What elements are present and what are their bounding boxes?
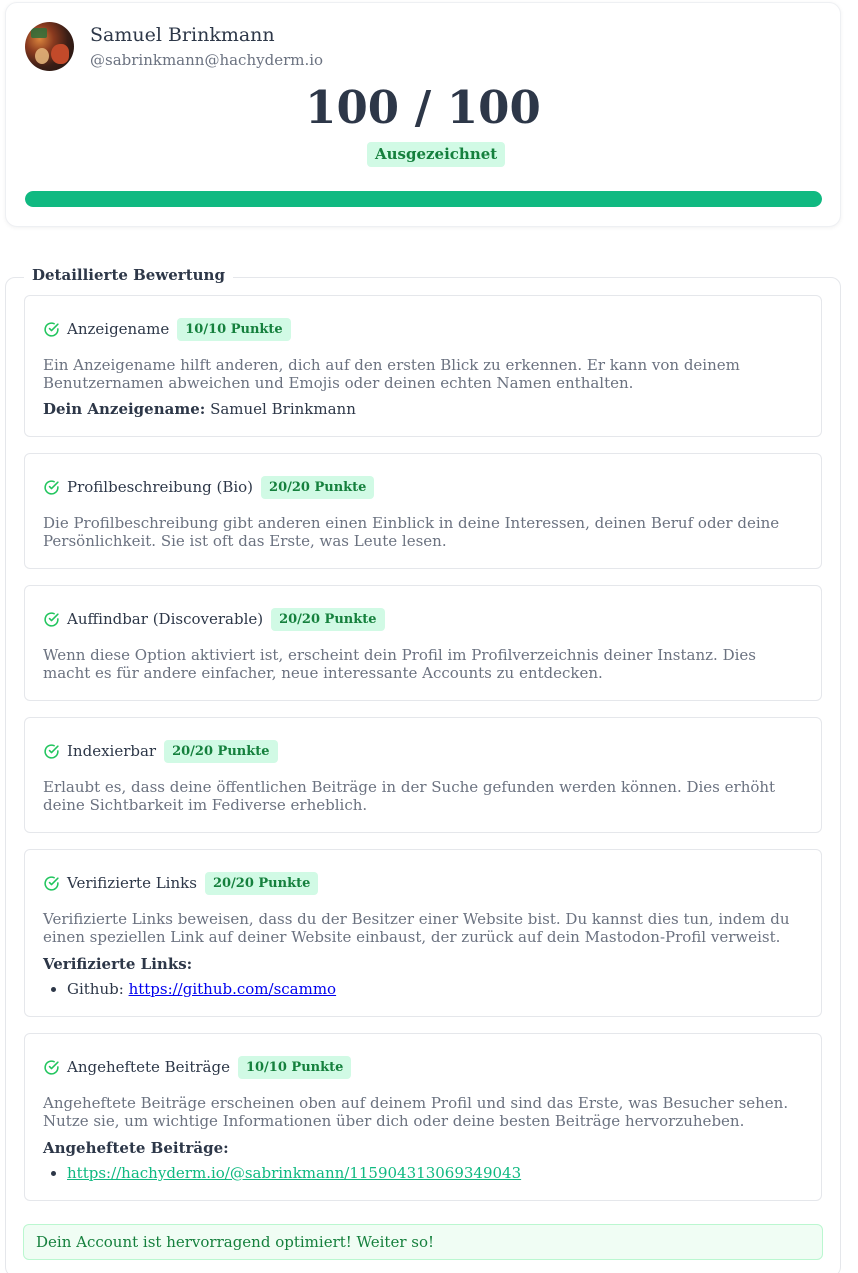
item-title: Auffindbar (Discoverable) [67, 610, 264, 628]
score-progress-fill [25, 191, 822, 207]
item-description: Die Profilbeschreibung gibt anderen einen Einblick in deine Interessen, deinen Beruf oder deine Persönlichkeit. Sie ist oft das Erste, was Leute lesen. [43, 514, 780, 550]
rating-item-bio [24, 453, 822, 569]
rating-item-display-name [24, 295, 822, 437]
item-title: Indexierbar [67, 742, 157, 760]
display-name: Samuel Brinkmann [90, 24, 275, 46]
check-circle-icon [43, 1059, 60, 1076]
rating-badge: Ausgezeichnet [367, 142, 505, 167]
extra-value: Samuel Brinkmann [210, 400, 356, 418]
profile-card [5, 2, 841, 227]
check-circle-icon [43, 743, 60, 760]
check-circle-icon [43, 875, 60, 892]
item-description: Angeheftete Beiträge erscheinen oben auf deinem Profil und sind das Erste, was Besucher sehen. Nutze sie, um wichtige Informationen über dich oder deine besten Beiträge hervorzuheben. [43, 1094, 789, 1130]
item-title: Angeheftete Beiträge [67, 1058, 230, 1076]
item-title: Verifizierte Links [67, 874, 197, 892]
display-name-value [43, 400, 356, 418]
item-description: Wenn diese Option aktiviert ist, erscheint dein Profil im Profilverzeichnis deiner Instanz. Dies macht es für andere einfacher, neue interessante Accounts zu entdecken. [43, 646, 756, 682]
check-circle-icon [43, 321, 60, 338]
rating-item-discoverable [24, 585, 822, 701]
points-badge: 20/20 Punkte [261, 476, 374, 499]
rating-item-indexable [24, 717, 822, 833]
verified-links-list [43, 980, 336, 998]
rating-item-pinned-posts [24, 1033, 822, 1201]
extra-label: Dein Anzeigename: [43, 400, 206, 418]
points-badge: 20/20 Punkte [271, 608, 384, 631]
points-badge: 20/20 Punkte [164, 740, 277, 763]
points-badge: 10/10 Punkte [177, 318, 290, 341]
github-link[interactable]: https://github.com/scammo [128, 980, 337, 998]
pinned-post-link[interactable]: https://hachyderm.io/@sabrinkmann/115904313069349043 [67, 1164, 522, 1182]
avatar [25, 22, 74, 71]
verified-links-label [43, 955, 192, 973]
pinned-posts-label [43, 1139, 229, 1157]
check-circle-icon [43, 479, 60, 496]
link-prefix: Github: [67, 980, 129, 998]
rating-item-verified-links [24, 849, 822, 1017]
list-item [67, 980, 336, 998]
item-title: Profilbeschreibung (Bio) [67, 478, 254, 496]
account-handle: @sabrinkmann@hachyderm.io [90, 51, 324, 69]
detailed-rating-legend: Detaillierte Bewertung [24, 266, 233, 284]
item-title: Anzeigename [67, 320, 170, 338]
pinned-posts-list [43, 1164, 521, 1182]
item-description: Erlaubt es, dass deine öffentlichen Beiträge in der Suche gefunden werden können. Dies erhöht deine Sichtbarkeit im Fediverse erheblich. [43, 778, 776, 814]
extra-label: Angeheftete Beiträge: [43, 1139, 229, 1157]
item-description: Ein Anzeigename hilft anderen, dich auf den ersten Blick zu erkennen. Er kann von deinem Benutzernamen abweichen und Emojis oder deinen echten Namen enthalten. [43, 356, 740, 392]
check-circle-icon [43, 611, 60, 628]
score-value: 100 / 100 [305, 81, 541, 134]
success-message: Dein Account ist hervorragend optimiert! Weiter so! [23, 1224, 823, 1260]
extra-label: Verifizierte Links: [43, 955, 193, 973]
points-badge: 20/20 Punkte [205, 872, 318, 895]
points-badge: 10/10 Punkte [238, 1056, 351, 1079]
score-progress-bar [25, 191, 822, 207]
item-description: Verifizierte Links beweisen, dass du der Besitzer einer Website bist. Du kannst dies tun, indem du einen speziellen Link auf deiner Website einbaust, der zurück auf dein Mastodon-Profil verweist. [43, 910, 790, 946]
list-item [67, 1164, 521, 1182]
